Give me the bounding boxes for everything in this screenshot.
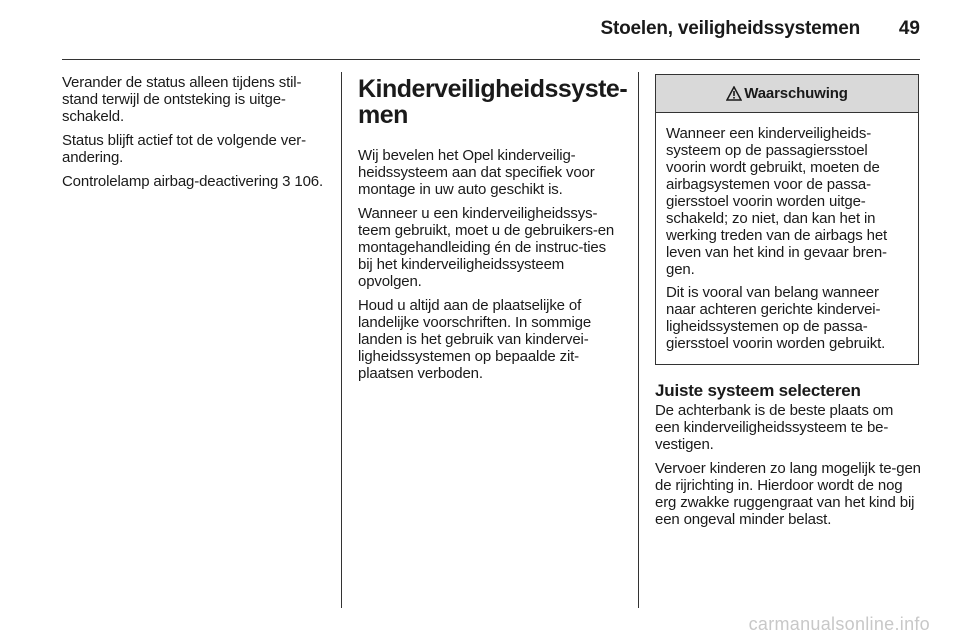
column-1 — [62, 74, 330, 197]
paragraph: Houd u altijd aan de plaatselijke of landelijke voorschriften. In sommige landen is het gebruik van kindervei-ligheidssystemen op bepaalde zit-plaatsen verboden. — [358, 297, 592, 382]
paragraph: Wij bevelen het Opel kinderveilig-heidssysteem aan dat specifiek voor montage in uw auto geschikt is. — [358, 147, 595, 198]
warning-body — [656, 113, 918, 364]
warning-paragraph: Wanneer een kinderveiligheids-systeem op de passagiersstoel voorin wordt gebruikt, moeten de airbagsystemen voor de passa-giersstoel voorin worden uitge-schakeld; zo niet, dan kan het in werking treden van de airbags het leven van het kind in gevaar bren-gen. — [666, 125, 888, 278]
warning-title: Waarschuwing — [744, 85, 848, 102]
section-heading: Kinderveiligheidssyste-men — [358, 75, 628, 129]
paragraph: De achterbank is de beste plaats om een kinderveiligheidssysteem te be-vestigen. — [655, 402, 894, 453]
column-2 — [358, 74, 628, 389]
warning-paragraph: Dit is vooral van belang wanneer naar achteren gerichte kindervei-ligheidssystemen op de passa-giersstoel voorin worden gebruikt. — [666, 284, 886, 352]
paragraph-page-reference: Controlelamp airbag-deactivering 3 106. — [62, 173, 323, 190]
warning-box — [655, 74, 919, 365]
paragraph: Wanneer u een kinderveiligheidssys-teem gebruikt, moet u de gebruikers-en montagehandleiding én de instruc-ties bij het kinderveiligheidssysteem opvolgen. — [358, 205, 615, 290]
paragraph: Verander de status alleen tijdens stil-stand terwijl de ontsteking is uitge-schakeld. — [62, 74, 302, 125]
paragraph: Status blijft actief tot de volgende ver-andering. — [62, 132, 306, 166]
watermark: carmanualsonline.info — [748, 614, 930, 634]
page-number: 49 — [898, 18, 920, 39]
page-title: Stoelen, veiligheidssystemen — [600, 18, 860, 39]
column-divider-1 — [341, 72, 342, 608]
warning-header — [656, 75, 918, 113]
paragraph: Vervoer kinderen zo lang mogelijk te-gen de rijrichting in. Hierdoor wordt de nog erg zwakke ruggengraat van het kind bij een ongeval minder belast. — [655, 460, 921, 528]
column-divider-2 — [638, 72, 639, 608]
warning-triangle-icon — [726, 86, 742, 101]
header-divider — [62, 59, 920, 60]
column-3 — [655, 74, 921, 535]
subsection-heading: Juiste systeem selecteren — [655, 381, 861, 400]
